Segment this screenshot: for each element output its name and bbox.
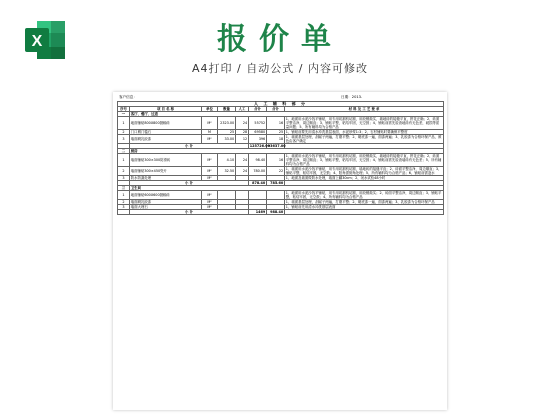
client-label: 客户信息： bbox=[119, 95, 137, 99]
column-header: 项 目 名 称 bbox=[130, 107, 202, 112]
section-no: 一 bbox=[118, 112, 130, 117]
item-unit: M² bbox=[202, 176, 218, 181]
quote-sheet bbox=[113, 92, 447, 410]
item-unit: M² bbox=[202, 205, 218, 210]
item-name: 墙面大理石 bbox=[130, 205, 202, 210]
item-name: 防水防漏处理 bbox=[130, 176, 202, 181]
item-labor: 24 bbox=[236, 117, 249, 130]
item-name: 墙面铺贴300×450瓷片 bbox=[130, 167, 202, 176]
item-unit-price: 16 bbox=[267, 154, 285, 167]
item-qty: 2323.00 bbox=[218, 117, 236, 130]
quote-table bbox=[117, 101, 444, 215]
item-unit: M² bbox=[202, 200, 218, 205]
table-row bbox=[118, 167, 444, 176]
column-header: 合计 bbox=[249, 107, 267, 112]
column-header: 材 料 及 工 艺 要 求 bbox=[285, 107, 444, 112]
row-no: 2 bbox=[118, 130, 130, 135]
item-total: 98.40 bbox=[249, 154, 267, 167]
item-total: 69580 bbox=[249, 130, 267, 135]
item-unit: M² bbox=[202, 117, 218, 130]
subtotal-1: 878.40 bbox=[249, 181, 267, 186]
table-row bbox=[118, 154, 444, 167]
column-header: 人工 bbox=[236, 107, 249, 112]
subtotal-1: 125726.00 bbox=[249, 144, 270, 148]
svg-text:X: X bbox=[31, 33, 43, 50]
subtotal-2: 93637.00 bbox=[267, 144, 286, 148]
item-unit: M² bbox=[202, 167, 218, 176]
item-labor: 12 bbox=[236, 135, 249, 144]
row-no: 2 bbox=[118, 200, 130, 205]
column-header: 序号 bbox=[118, 107, 130, 112]
row-no: 3 bbox=[118, 176, 130, 181]
item-total bbox=[249, 191, 267, 200]
section-name: 厨房 bbox=[130, 149, 444, 154]
item-qty: 4.10 bbox=[218, 154, 236, 167]
item-labor: 28 bbox=[236, 130, 249, 135]
subtotal-2: 785.60 bbox=[267, 181, 285, 186]
item-requirements: 1、铺贴前要先用清水冲洗基层表面，水泥砂浆1:3；2、石材铺贴时要确保平整度 bbox=[285, 130, 444, 135]
table-row bbox=[118, 117, 444, 130]
item-unit: M bbox=[202, 130, 218, 135]
item-total: 780.00 bbox=[249, 167, 267, 176]
item-qty bbox=[218, 191, 236, 200]
item-requirements: 1、地面及墙面做防水处理，墙面上翻30cm；2、闭水试验48小时 bbox=[285, 176, 444, 181]
item-unit-price: 18 bbox=[267, 135, 285, 144]
item-unit: M² bbox=[202, 191, 218, 200]
item-total: 396 bbox=[249, 135, 267, 144]
item-labor: 24 bbox=[236, 167, 249, 176]
row-no: 2 bbox=[118, 167, 130, 176]
item-name: 墙面铺贴300×300防滑砖 bbox=[130, 154, 202, 167]
item-requirements: 1、墙面基层处理，刮腻子两遍，打磨平整；2、刷底漆一遍，面漆两遍；3、乳胶漆为合格环保产品，颜色由客户确定 bbox=[285, 135, 444, 144]
item-unit: M² bbox=[202, 135, 218, 144]
item-name: 地面铺贴800X800抛釉砖 bbox=[130, 117, 202, 130]
subtotal-1: 1469 bbox=[249, 210, 267, 215]
item-requirements: 1、墙面用水泥沙找平铺贴，用专用切割机切割，墙地砖的接缝平直；2、砖面平整洁净，周边顺直；3、铺贴平整，粘结牢固，无空鼓；4、阳角需倒角处理；5、所有辅料均为合格产品；6、铺贴前需泡水 bbox=[285, 167, 444, 176]
item-labor: 24 bbox=[236, 154, 249, 167]
section-no: 二 bbox=[118, 149, 130, 154]
item-unit-price: 16 bbox=[267, 117, 285, 130]
item-name: 墙面刷乳胶漆 bbox=[130, 135, 202, 144]
row-no: 1 bbox=[118, 191, 130, 200]
item-unit-price: 25 bbox=[267, 130, 285, 135]
subtotal-label: 小 计 bbox=[130, 144, 249, 149]
column-header: 数量 bbox=[218, 107, 236, 112]
banner bbox=[0, 0, 560, 84]
item-unit: M² bbox=[202, 154, 218, 167]
item-name: 墙面刷乳胶漆 bbox=[130, 200, 202, 205]
row-no: 1 bbox=[118, 117, 130, 130]
section-name: 客厅、餐厅、过道 bbox=[130, 112, 444, 117]
item-name: 门口踢门槛石 bbox=[130, 130, 202, 135]
subtotal-row bbox=[118, 210, 444, 215]
row-no: 3 bbox=[118, 205, 130, 210]
item-requirements: 1、墙面基层处理，刮腻子两遍，打磨平整；2、刷底漆一遍，面漆两遍；3、乳胶漆为合格环保产品 bbox=[285, 200, 444, 205]
item-requirements: 1、地面用水泥沙找平铺贴，用专用切割机切割，用胶锤敲实；2、砖面平整洁净，周边顺直；3、铺贴平整，粘结牢固，无空鼓；4、所有辅料均为合格产品 bbox=[285, 191, 444, 200]
item-qty: 25 bbox=[218, 130, 236, 135]
item-qty: 32.50 bbox=[218, 167, 236, 176]
item-unit-price bbox=[267, 191, 285, 200]
item-unit-price: 22 bbox=[267, 167, 285, 176]
column-header: 合计 bbox=[267, 107, 285, 112]
row-no: 1 bbox=[118, 154, 130, 167]
page-title: 报价单 bbox=[217, 22, 343, 57]
item-requirements: 1、地面用水泥沙找平铺贴，用专用切割机切割，用胶锤敲实，墙地砖的接缝平直，拼花正确；2、砖面平整洁净，周边顺直；3、铺贴平整，粘结牢固，无空鼓；4、铺贴前需先检查地砖有无色差，破损等质量问题；5、所有辅料均为合格产品 bbox=[285, 117, 444, 130]
item-total: 55752 bbox=[249, 117, 267, 130]
date-label: 日期：2013. bbox=[341, 95, 363, 99]
section-no: 三 bbox=[118, 186, 130, 191]
item-labor bbox=[236, 191, 249, 200]
page-subtitle: A4打印 / 自动公式 / 内容可修改 bbox=[192, 62, 368, 75]
table-title: 人 工 辅 料 部 分 bbox=[118, 102, 444, 107]
subtotal-label: 小 计 bbox=[130, 181, 249, 186]
row-no: 3 bbox=[118, 135, 130, 144]
subtotal-notes bbox=[285, 210, 444, 215]
item-requirements: 1、铺贴前先用清水冲洗基层表面 bbox=[285, 205, 444, 210]
subtotal-blank bbox=[118, 210, 130, 215]
item-qty: 33.00 bbox=[218, 135, 236, 144]
section-name: 卫生间 bbox=[130, 186, 444, 191]
subtotal-label: 小 计 bbox=[130, 210, 249, 215]
subtotal-2: 988.40 bbox=[267, 210, 285, 215]
table-row bbox=[118, 135, 444, 144]
quote-table-body bbox=[118, 102, 444, 215]
table-row bbox=[118, 191, 444, 200]
item-requirements: 1、墙面用水泥沙找平铺贴，用专用切割机切割，用胶锤敲实，墙地砖的接缝平直，拼花正确；2、砖面平整洁净，周边顺直；3、铺贴平整，粘结牢固，无空鼓；4、铺贴前需先检查墙砖有无色差；5、所有辅料均为合格产品 bbox=[285, 154, 444, 167]
item-name: 地面铺贴600X600抛釉砖 bbox=[130, 191, 202, 200]
column-header: 单位 bbox=[202, 107, 218, 112]
